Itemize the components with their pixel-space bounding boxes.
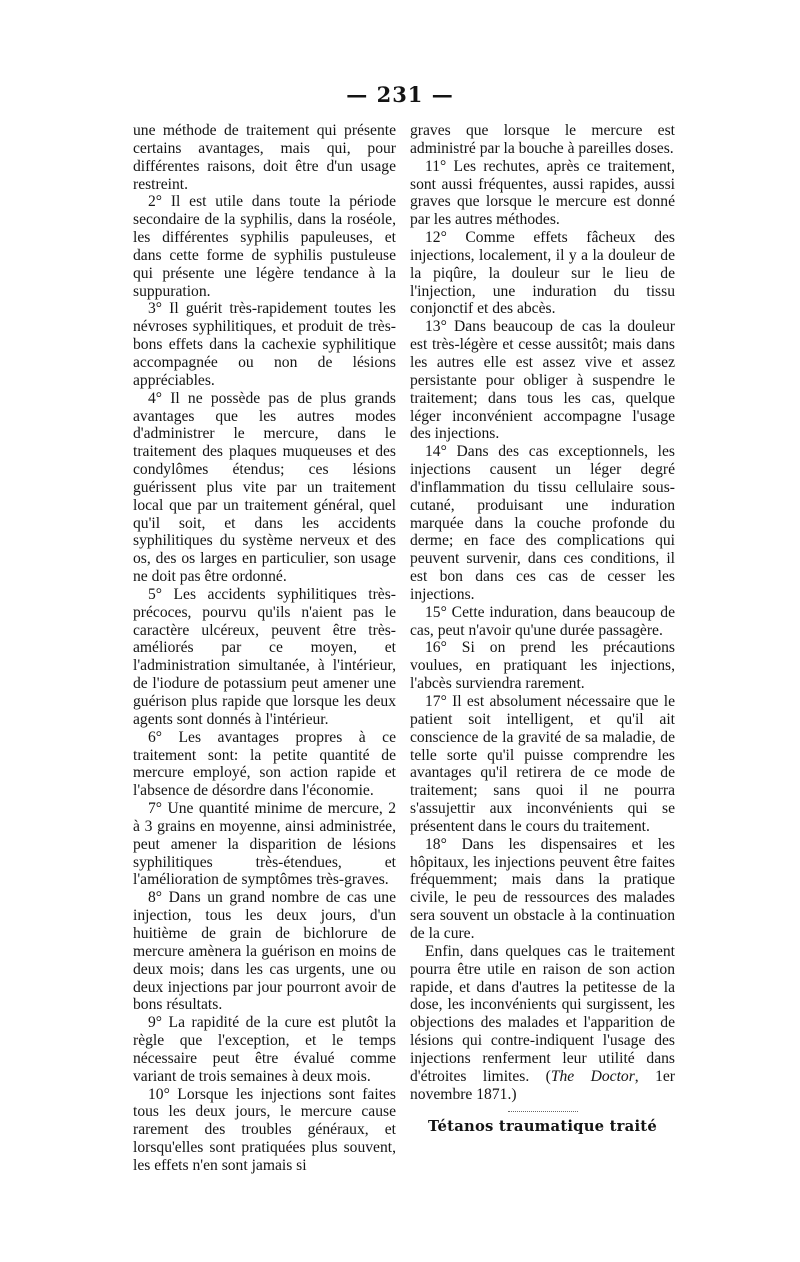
paragraph: 6° Les avantages propres à ce traitement sont: la petite quantité de mercure employé, son action rapide et l'absence de désordre dans l'économie. — [133, 728, 396, 800]
section-heading: Tétanos traumatique traité — [428, 1118, 657, 1136]
citation-date: , 1er novembre 1871.) — [410, 1067, 675, 1103]
paragraph: une méthode de traitement qui présente certains avantages, mais qui, pour différentes raisons, doit être d'un usage restreint. — [133, 122, 396, 193]
paragraph — [410, 943, 675, 1104]
paragraph: 13° Dans beaucoup de cas la douleur est très-légère et cesse aussitôt; mais dans les autres elle est assez vive et assez persistante pour obliger à suspendre le traitement; dans tous les cas, quelque léger inconvénient accompagne l'usage des injections. — [410, 318, 675, 443]
paragraph: graves que lorsque le mercure est administré par la bouche à pareilles doses. — [410, 122, 675, 157]
paragraph: 16° Si on prend les précautions voulues, en pratiquant les injections, l'abcès surviendra rarement. — [410, 639, 675, 693]
paragraph-text: Enfin, dans quelques cas le traitement pourra être utile en raison de son action rapide, et dans d'autres la petitesse de la dose, les inconvénients qui surgissent, les objections des malades et l'apparition de lésions qui contre-indiquent l'usage des injections renferment leur utilité dans d'étroites limites. ( — [410, 942, 675, 1085]
paragraph: 11° Les rechutes, après ce traitement, sont aussi fréquentes, aussi rapides, aussi graves que lorsque le mercure est donné par les autres méthodes. — [410, 157, 675, 229]
paragraph: 14° Dans des cas exceptionnels, les injections causent un léger degré d'inflammation du tissu cellulaire sous-cutané, produisant une induration marquée dans la couche profonde du derme; en face des complications qui peuvent survenir, dans ces conditions, il est bon dans ces cas de cesser les injections. — [410, 443, 675, 603]
paragraph: 9° La rapidité de la cure est plutôt la règle que l'exception, et le temps nécessaire peut être évalué comme variant de trois semaines à deux mois. — [133, 1014, 396, 1085]
paragraph: 7° Une quantité minime de mercure, 2 à 3 grains en moyenne, ainsi administrée, peut amener la disparition de lésions syphilitiques très-étendues, et l'amélioration de symptômes très-graves. — [133, 800, 396, 889]
paragraph: 10° Lorsque les injections sont faites tous les deux jours, le mercure cause rarement des troubles généraux, et lorsqu'elles sont pratiquées plus souvent, les effets n'en sont jamais si — [133, 1085, 396, 1174]
section-divider — [508, 1111, 578, 1112]
paragraph: 12° Comme effets fâcheux des injections, localement, il y a la douleur de la piqûre, la douleur sur le lieu de l'injection, une induration du tissu conjonctif et des abcès. — [410, 229, 675, 318]
paragraph: 15° Cette induration, dans beaucoup de cas, peut n'avoir qu'une durée passagère. — [410, 603, 675, 639]
page-number: — 231 — — [346, 82, 454, 107]
citation-title: The Doctor — [550, 1067, 635, 1085]
paragraph: 4° Il ne possède pas de plus grands avantages que les autres modes d'administrer le mercure, dans le traitement des plaques muqueuses et des condylômes étendus; ces lésions guérissent plus vite par un traitement local que par un traitement général, quel qu'il soit, et dans les accidents syphilitiques du système nerveux et des os, des os larges en particulier, son usage ne doit pas être ordonné. — [133, 389, 396, 586]
paragraph: 5° Les accidents syphilitiques très-précoces, pourvu qu'ils n'aient pas le caractère ulcéreux, peuvent être très-améliorés par ce moyen, et l'administration simultanée, à l'intérieur, de l'iodure de potassium peut amener une guérison plus rapide que lorsque les deux agents sont donnés à l'intérieur. — [133, 585, 396, 728]
paragraph: 8° Dans un grand nombre de cas une injection, tous les deux jours, d'un huitième de grain de bichlorure de mercure amènera la guérison en moins de deux mois; dans les cas urgents, une ou deux injections par jour pourront avoir de bons résultats. — [133, 889, 396, 1014]
paragraph: 2° Il est utile dans toute la période secondaire de la syphilis, dans la roséole, les différentes syphilis papuleuses, et dans cette forme de syphilis pustuleuse qui présente une légère tendance à la suppuration. — [133, 193, 396, 300]
left-column — [133, 122, 396, 1175]
paragraph: 18° Dans les dispensaires et les hôpitaux, les injections peuvent être faites fréquemment; mais dans la pratique civile, le peu de ressources des malades sera souvent un obstacle à la continuation de la cure. — [410, 835, 675, 942]
right-column — [410, 122, 675, 1136]
paragraph: 3° Il guérit très-rapidement toutes les névroses syphilitiques, et produit de très-bons effets dans la cachexie syphilitique accompagnée ou non de lésions appréciables. — [133, 300, 396, 389]
paragraph: 17° Il est absolument nécessaire que le patient soit intelligent, et qu'il ait conscience de la gravité de sa maladie, de telle sorte qu'il puisse comprendre les avantages qu'il retirera de ce mode de traitement; sans quoi il ne pourra s'assujettir aux inconvénients qui se présentent dans le cours du traitement. — [410, 693, 675, 835]
